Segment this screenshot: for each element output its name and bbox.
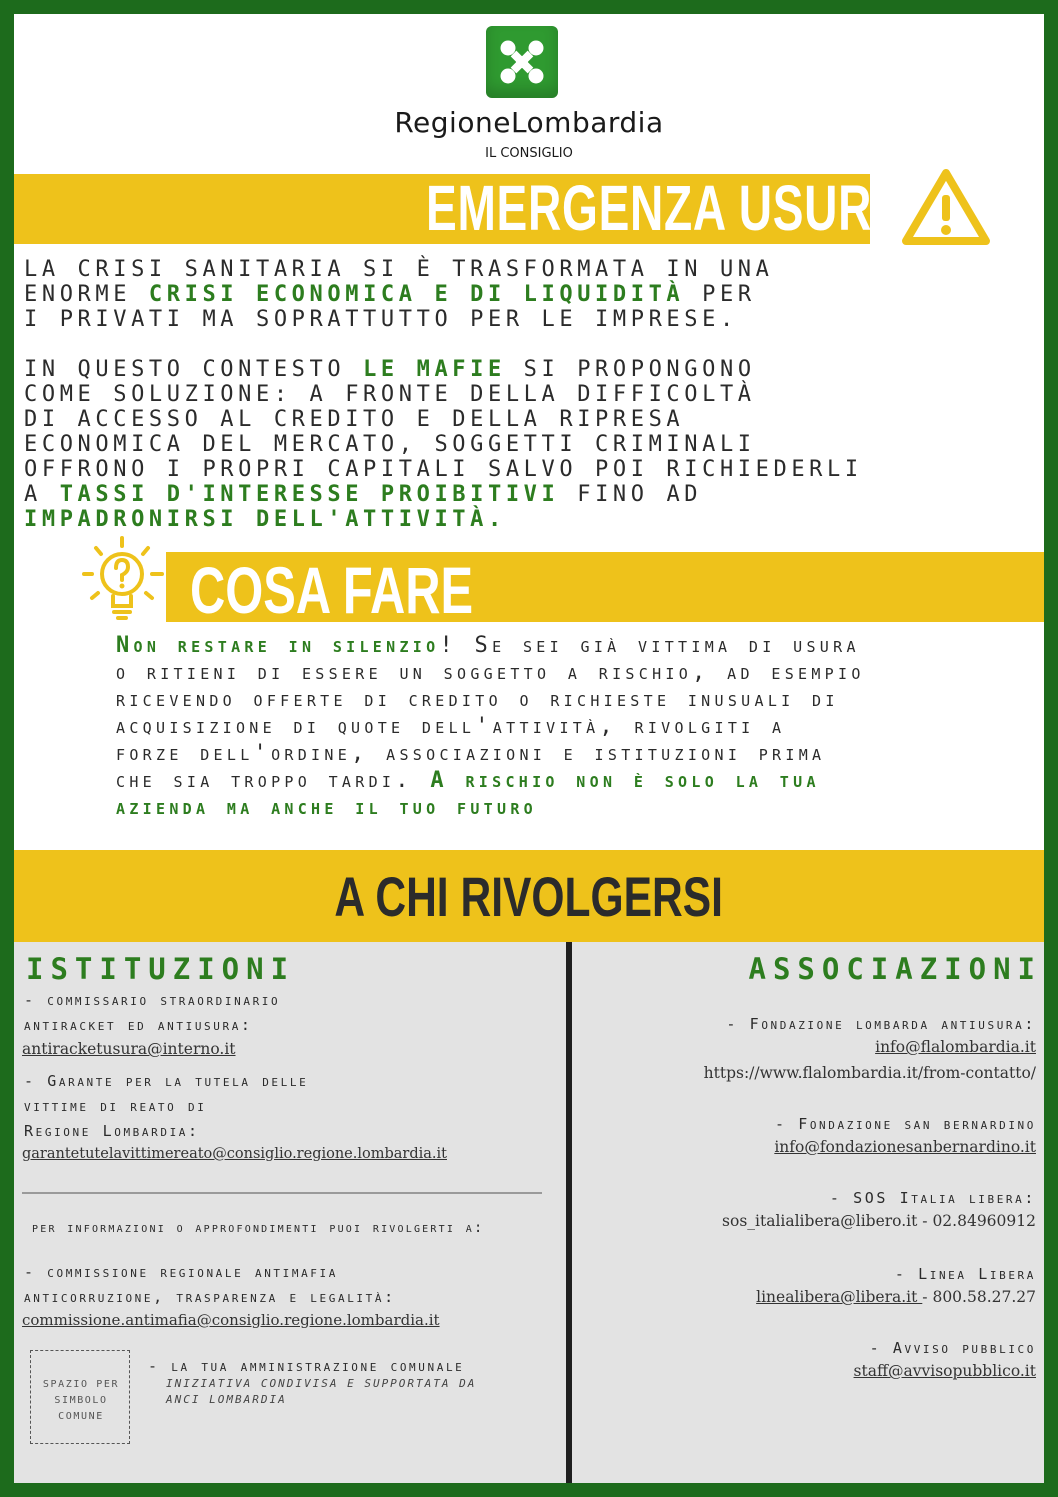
intro-paragraph-1 <box>24 257 774 332</box>
comune-line2: INIZIATIVA CONDIVISA E SUPPORTATA DA <box>166 1377 477 1390</box>
fla-email-link[interactable]: info@flalombardia.it <box>875 1038 1036 1056</box>
comune-symbol-placeholder <box>30 1350 130 1444</box>
linealibera-contact <box>756 1288 1036 1306</box>
body-text: o ritieni di essere un soggetto a rischio, ad esempio <box>116 660 865 685</box>
body-text: LA CRISI SANITARIA SI È TRASFORMATA IN UNA <box>24 257 774 282</box>
highlight-text: Non restare in silenzio <box>116 633 440 658</box>
item2-line3: Regione Lombardia: <box>24 1122 200 1140</box>
body-text: IN QUESTO CONTESTO <box>24 357 364 382</box>
highlight-text: TASSI D'INTERESSE PROIBITIVI <box>59 482 560 507</box>
highlight-text: A rischio non è solo la tua <box>430 768 820 793</box>
body-text: ! Se sei già vittima di usura <box>439 633 860 658</box>
cosa-fare-paragraph <box>116 632 865 821</box>
intro-p2-line <box>24 432 863 457</box>
lightbulb-question-icon <box>76 532 176 632</box>
a-chi-rivolgersi-title: A CHI RIVOLGERSI <box>334 865 724 928</box>
commissione-email-link[interactable]: commissione.antimafia@consiglio.regione.lombardia.it <box>22 1311 440 1329</box>
istituzioni-title: ISTITUZIONI <box>26 952 296 986</box>
cosa-fare-line <box>116 794 865 821</box>
fla-url[interactable]: https://www.flalombardia.it/from-contatto/ <box>703 1064 1036 1082</box>
assoc3-name: - SOS Italia libera: <box>829 1189 1036 1207</box>
linealibera-phone: - 800.58.27.27 <box>922 1288 1036 1306</box>
intro-p2-line <box>24 382 863 407</box>
poster-sheet <box>14 14 1044 1483</box>
cosa-fare-title: COSA FARE <box>190 553 474 627</box>
intro-p2-line <box>24 507 863 532</box>
brand-subtitle: IL CONSIGLIO <box>485 146 573 161</box>
assoc1-name: - Fondazione lombarda antiusura: <box>726 1015 1036 1033</box>
intro-paragraph-2 <box>24 357 863 532</box>
body-text: ECONOMICA DEL MERCATO, SOGGETTI CRIMINALI <box>24 432 756 457</box>
body-text: PER <box>684 282 756 307</box>
highlight-text: azienda ma anche il tuo futuro <box>116 795 537 820</box>
body-text: FINO AD <box>559 482 703 507</box>
sanbernardino-email-link[interactable]: info@fondazionesanbernardino.it <box>774 1138 1036 1156</box>
assoc2-name: - Fondazione san bernardino <box>774 1115 1036 1133</box>
associazioni-title: ASSOCIAZIONI <box>748 952 1042 986</box>
highlight-text: IMPADRONIRSI DELL'ATTIVITÀ. <box>24 507 506 532</box>
cosa-fare-line <box>116 659 865 686</box>
cosa-fare-line <box>116 632 865 659</box>
body-text: che sia troppo tardi. <box>116 768 431 793</box>
cosa-fare-line <box>116 713 865 740</box>
body-text: forze dell'ordine, associazioni e istituzioni prima <box>116 741 826 766</box>
intro-p2-line <box>24 407 863 432</box>
sos-contact[interactable]: sos_italialibera@libero.it - 02.84960912 <box>722 1212 1036 1230</box>
body-text: SI PROPONGONO <box>505 357 756 382</box>
cosa-fare-line <box>116 740 865 767</box>
item2-line1: - Garante per la tutela delle <box>24 1072 309 1090</box>
avviso-email-link[interactable]: staff@avvisopubblico.it <box>853 1362 1036 1380</box>
cosa-fare-line <box>116 686 865 713</box>
intro-p2-line <box>24 357 863 382</box>
body-text: COME SOLUZIONE: A FRONTE DELLA DIFFICOLTÀ <box>24 382 756 407</box>
item1-line2: antiracket ed antiusura: <box>24 1016 253 1034</box>
cosa-fare-line <box>116 767 865 794</box>
intro-p1-line <box>24 257 774 282</box>
intro-p1-line <box>24 282 774 307</box>
assoc4-name: - Linea Libera <box>894 1265 1036 1283</box>
antiracket-email-link[interactable]: antiracketusura@interno.it <box>22 1040 236 1058</box>
info-text: per informazioni o approfondimenti puoi rivolgerti a: <box>32 1220 485 1236</box>
intro-p2-line <box>24 482 863 507</box>
regione-lombardia-logo-icon <box>486 26 558 98</box>
stamp-label: SPAZIO PER SIMBOLO COMUNE <box>42 1379 120 1422</box>
divider-line <box>22 1192 542 1194</box>
body-text: DI ACCESSO AL CREDITO E DELLA RIPRESA <box>24 407 685 432</box>
highlight-text: LE MAFIE <box>363 357 506 382</box>
highlight-text: CRISI ECONOMICA E DI LIQUIDITÀ <box>148 282 685 307</box>
item2-line2: vittime di reato di <box>24 1097 207 1115</box>
brand-name: RegioneLombardia <box>394 106 664 139</box>
item3-line1: - commissione regionale antimafia <box>24 1263 338 1281</box>
item1-line1: - commissario straordinario <box>24 991 281 1009</box>
linealibera-email-link[interactable]: linealibera@libera.it <box>756 1288 923 1306</box>
comune-line3: ANCI LOMBARDIA <box>166 1393 287 1406</box>
body-text: ricevendo offerte di credito o richieste inusuali di <box>116 687 839 712</box>
body-text: I PRIVATI MA SOPRATTUTTO PER LE IMPRESE. <box>24 307 738 332</box>
body-text: ENORME <box>24 282 149 307</box>
garante-email-link[interactable]: garantetutelavittimereato@consiglio.regione.lombardia.it <box>22 1146 447 1162</box>
body-text: OFFRONO I PROPRI CAPITALI SALVO POI RICHIEDERLI <box>24 457 863 482</box>
emergenza-title: EMERGENZA USURA <box>426 172 907 244</box>
item3-line2: anticorruzione, trasparenza e legalità: <box>24 1288 396 1306</box>
body-text: A <box>24 482 60 507</box>
intro-p2-line <box>24 457 863 482</box>
assoc5-name: - Avviso pubblico <box>869 1339 1036 1357</box>
comune-line1: - la tua amministrazione comunale <box>148 1357 465 1375</box>
body-text: acquisizione di quote dell'attività, rivolgiti a <box>116 714 786 739</box>
warning-icon <box>900 167 992 249</box>
intro-p1-line <box>24 307 774 332</box>
